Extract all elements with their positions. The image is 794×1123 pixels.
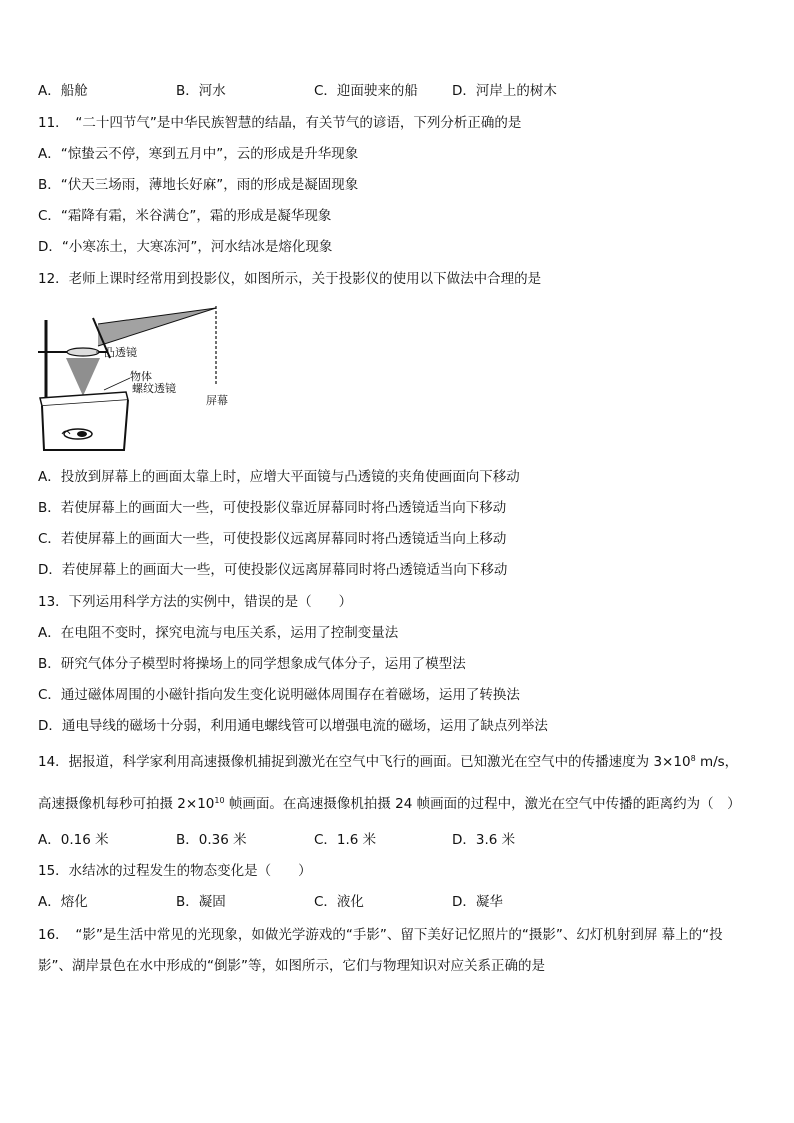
q10-option-d: D．河岸上的树木 (452, 83, 557, 99)
label-fresnel-lens: 螺纹透镜 (132, 382, 176, 395)
q13-option-d: D．通电导线的磁场十分弱，利用通电螺线管可以增强电流的磁场，运用了缺点列举法 (38, 718, 548, 734)
q14-exponent-2: 10 (214, 796, 225, 805)
q11-option-d: D．“小寒冻土，大寒冻河”，河水结冰是熔化现象 (38, 239, 333, 255)
q14-stem-text1-tail: m/s， (695, 754, 739, 770)
q16-stem-line1: 16． “影”是生活中常见的光现象，如做光学游戏的“手影”、留下美好记忆照片的“摄影”、幻灯机射到屏 幕上的“投 (38, 927, 723, 943)
q14-stem-line2 (38, 795, 741, 813)
q15-option-a: A．熔化 (38, 894, 88, 910)
q11-stem: 11． “二十四节气”是中华民族智慧的结晶，有关节气的谚语，下列分析正确的是 (38, 115, 522, 131)
label-object: 物体 (130, 370, 152, 383)
q11-option-a: A．“惊蛰云不停，寒到五月中”，云的形成是升华现象 (38, 146, 359, 162)
q14-stem-text2-tail: 帧画面。在高速摄像机拍摄 24 帧画面的过程中，激光在空气中传播的距离约为（ ） (224, 796, 741, 812)
q13-stem: 13．下列运用科学方法的实例中，错误的是（ ） (38, 594, 353, 610)
projector-figure (38, 300, 238, 460)
q16-stem-line2: 影”、湖岸景色在水中形成的“倒影”等，如图所示，它们与物理知识对应关系正确的是 (38, 958, 545, 974)
q14-stem-line1 (38, 753, 738, 771)
q10-option-c: C．迎面驶来的船 (314, 83, 418, 99)
label-screen: 屏幕 (206, 394, 228, 407)
q12-option-c: C．若使屏幕上的画面大一些，可使投影仪远离屏幕同时将凸透镜适当向上移动 (38, 531, 507, 547)
q12-option-a: A．投放到屏幕上的画面太靠上时，应增大平面镜与凸透镜的夹角使画面向下移动 (38, 469, 520, 485)
projector-diagram (38, 300, 238, 460)
q10-option-a: A．船舱 (38, 83, 88, 99)
q11-option-b: B．“伏天三场雨，薄地长好麻”，雨的形成是凝固现象 (38, 177, 359, 193)
q14-stem-text2: 高速摄像机每秒可拍摄 2×10 (38, 796, 215, 812)
object-light (66, 358, 100, 396)
q10-option-b: B．河水 (176, 83, 226, 99)
projector-box (42, 400, 128, 450)
q14-stem-text1: 14．据报道，科学家利用高速摄像机捕捉到激光在空气中飞行的画面。已知激光在空气中的传播速度为 3×10 (38, 754, 691, 770)
q15-option-d: D．凝华 (452, 894, 503, 910)
q14-option-a: A．0.16 米 (38, 832, 109, 848)
q13-option-c: C．通过磁体周围的小磁针指向发生变化说明磁体周围存在着磁场，运用了转换法 (38, 687, 520, 703)
q11-option-c: C．“霜降有霜，米谷满仓”，霜的形成是凝华现象 (38, 208, 332, 224)
q14-option-b: B．0.36 米 (176, 832, 247, 848)
convex-lens-shape (67, 348, 99, 356)
q12-stem: 12．老师上课时经常用到投影仪，如图所示，关于投影仪的使用以下做法中合理的是 (38, 271, 542, 287)
q15-stem: 15．水结冰的过程发生的物态变化是（ ） (38, 863, 312, 879)
q14-option-d: D．3.6 米 (452, 832, 516, 848)
q15-option-b: B．凝固 (176, 894, 226, 910)
label-convex-lens: 凸透镜 (104, 346, 137, 359)
q12-option-b: B．若使屏幕上的画面大一些，可使投影仪靠近屏幕同时将凸透镜适当向下移动 (38, 500, 507, 516)
q12-option-d: D．若使屏幕上的画面大一些，可使投影仪远离屏幕同时将凸透镜适当向下移动 (38, 562, 508, 578)
q15-option-c: C．液化 (314, 894, 364, 910)
q14-option-c: C．1.6 米 (314, 832, 377, 848)
q14-exponent-1: 8 (690, 754, 696, 763)
q13-option-a: A．在电阻不变时，探究电流与电压关系，运用了控制变量法 (38, 625, 399, 641)
q13-option-b: B．研究气体分子模型时将操场上的同学想象成气体分子，运用了模型法 (38, 656, 466, 672)
